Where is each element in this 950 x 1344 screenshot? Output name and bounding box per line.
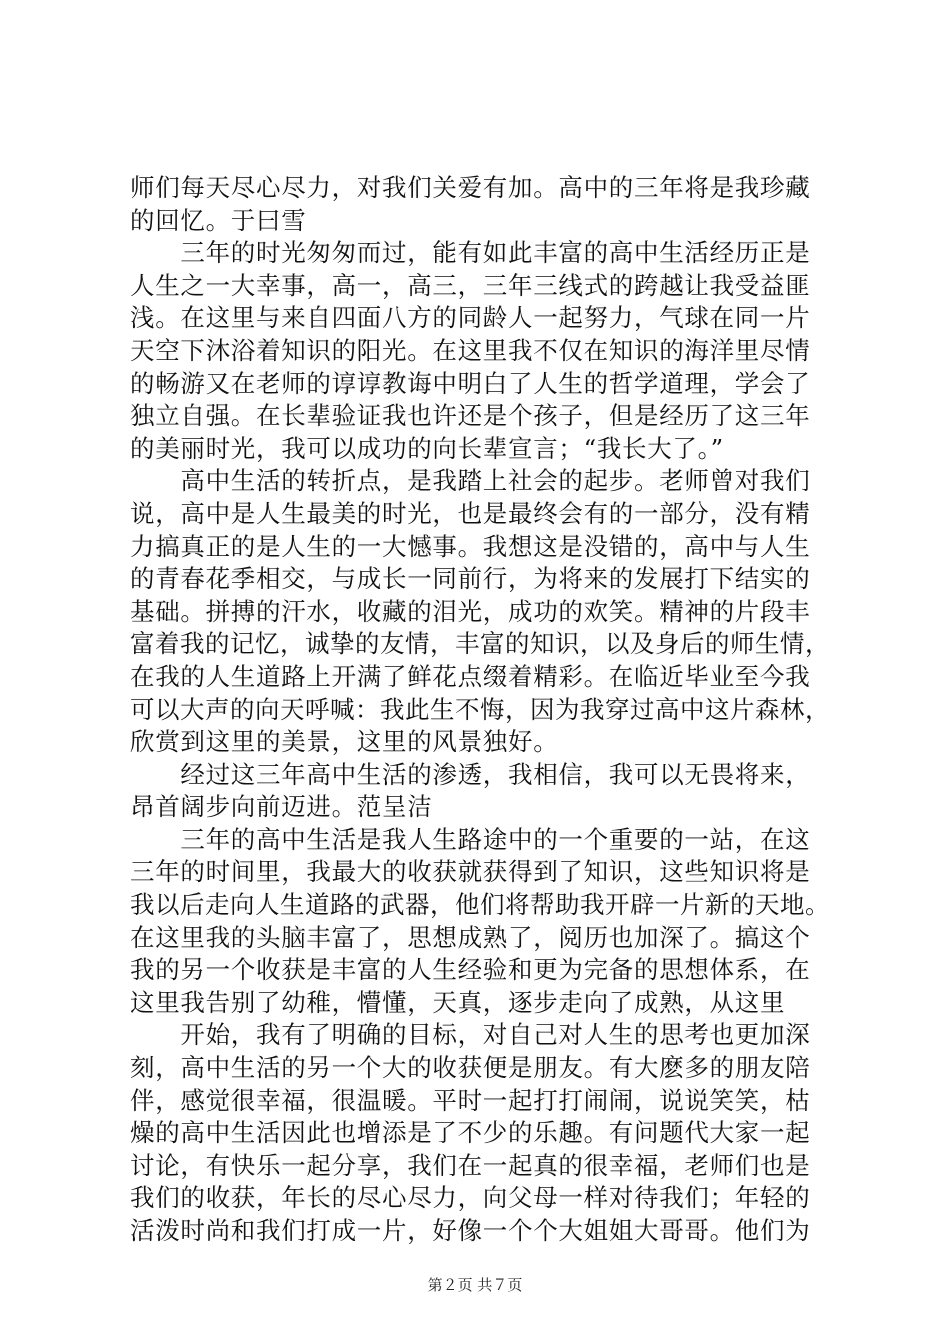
text-line: 这里我告别了幼稚，懵懂，天真，逐步走向了成熟，从这里 (130, 987, 786, 1017)
text-line: 我以后走向人生道路的武器，他们将帮助我开辟一片新的天地。 (130, 890, 830, 920)
text-line: 经过这三年高中生活的渗透，我相信，我可以无畏将来， (130, 759, 811, 789)
text-line: 的回忆。于曰雪 (130, 205, 307, 235)
text-line: 浅。在这里与来自四面八方的同龄人一起努力，气球在同一片 (130, 303, 811, 333)
text-line: 燥的高中生活因此也增添是了不少的乐趣。有问题代大家一起 (130, 1118, 811, 1148)
text-line: 基础。拼搏的汗水，收藏的泪光，成功的欢笑。精神的片段丰 (130, 596, 811, 626)
text-line: 活泼时尚和我们打成一片，好像一个个大姐姐大哥哥。他们为 (130, 1216, 811, 1245)
page-footer: 第２页 共７页 (427, 1276, 523, 1294)
document-body (130, 172, 830, 1248)
text-line: 说，高中是人生最美的时光，也是最终会有的一部分，没有精 (130, 498, 811, 528)
text-line: 昂首阔步向前迈进。范呈洁 (130, 792, 433, 822)
text-line: 师们每天尽心尽力，对我们关爱有加。高中的三年将是我珍藏 (130, 173, 811, 202)
text-line: 开始，我有了明确的目标，对自己对人生的思考也更加深 (130, 1020, 811, 1050)
text-line: 讨论，有快乐一起分享，我们在一起真的很幸福，老师们也是 (130, 1150, 811, 1180)
text-line: 人生之一大幸事，高一，高三，三年三线式的跨越让我受益匪 (130, 270, 811, 300)
text-line: 三年的时间里，我最大的收获就获得到了知识，这些知识将是 (130, 857, 811, 887)
text-line: 在这里我的头脑丰富了，思想成熟了，阅历也加深了。搞这个 (130, 922, 811, 952)
text-line: 我们的收获，年长的尽心尽力，向父母一样对待我们；年轻的 (130, 1183, 811, 1213)
text-line: 伴，感觉很幸福，很温暖。平时一起打打闹闹，说说笑笑，枯 (130, 1085, 811, 1115)
text-line: 三年的时光匆匆而过，能有如此丰富的高中生活经历正是 (130, 238, 811, 268)
text-line: 独立自强。在长辈验证我也许还是个孩子，但是经历了这三年 (130, 401, 811, 431)
text-line: 可以大声的向天呼喊：我此生不悔，因为我穿过高中这片森林， (130, 694, 830, 724)
text-line: 的美丽时光，我可以成功的向长辈宣言；“我长大了。” (130, 433, 724, 463)
text-line: 的青春花季相交，与成长一同前行，为将来的发展打下结实的 (130, 564, 811, 594)
text-line: 的畅游又在老师的谆谆教诲中明白了人生的哲学道理，学会了 (130, 368, 811, 398)
text-line: 高中生活的转折点，是我踏上社会的起步。老师曾对我们 (130, 466, 811, 496)
text-line: 欣赏到这里的美景，这里的风景独好。 (130, 727, 559, 757)
text-line: 力搞真正的是人生的一大憾事。我想这是没错的，高中与人生 (130, 531, 811, 561)
text-line: 富着我的记忆，诚挚的友情，丰富的知识，以及身后的师生情， (130, 629, 830, 659)
text-line: 我的另一个收获是丰富的人生经验和更为完备的思想体系，在 (130, 955, 811, 985)
text-line: 刻，高中生活的另一个大的收获便是朋友。有大麽多的朋友陪 (130, 1053, 811, 1083)
text-line: 三年的高中生活是我人生路途中的一个重要的一站，在这 (130, 824, 811, 854)
text-line: 在我的人生道路上开满了鲜花点缀着精彩。在临近毕业至今我 (130, 661, 811, 691)
text-line: 天空下沐浴着知识的阳光。在这里我不仅在知识的海洋里尽情 (130, 335, 811, 365)
